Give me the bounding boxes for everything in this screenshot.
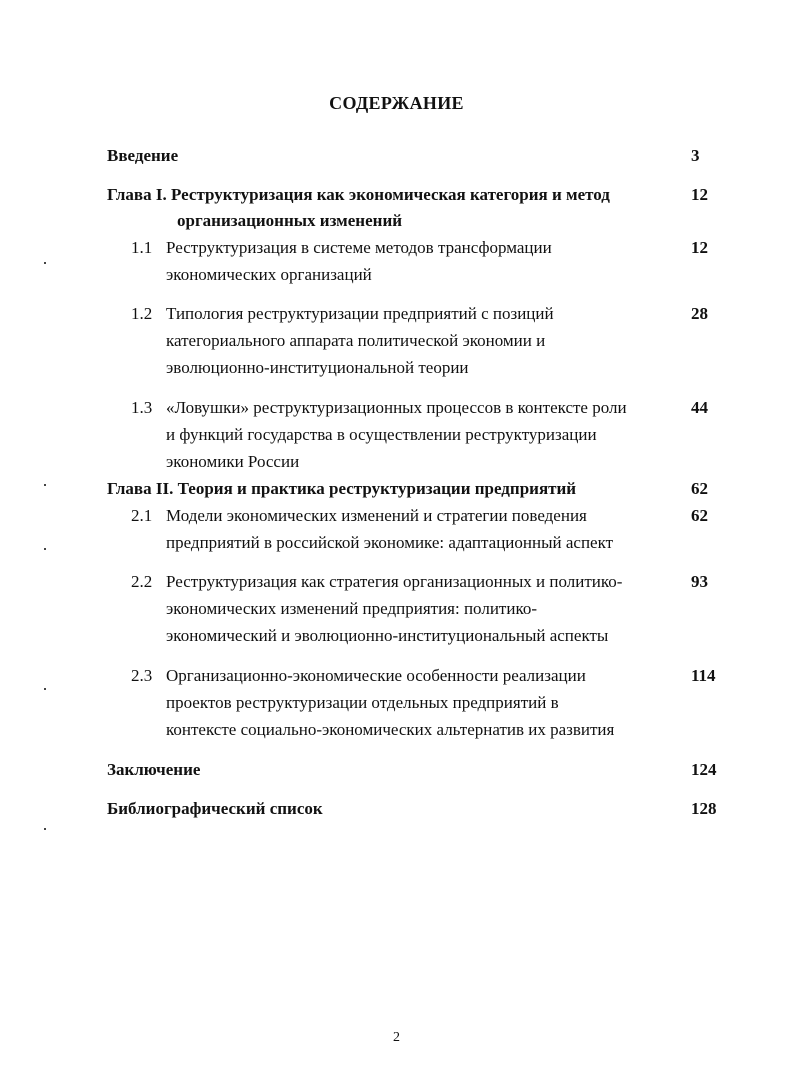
toc-section-2-2-line-3: экономический и эволюционно-институциональный аспекты [166,626,609,645]
toc-section-1-1-line-2: экономических организаций [166,265,372,284]
toc-section-2-1-line-1: Модели экономических изменений и стратегии поведения [166,506,587,525]
toc-chapter-1-line-1: Глава I. Реструктуризация как экономическая категория и метод [107,185,610,204]
toc-section-num-2-2: 2.2 [131,572,153,591]
scan-mark [44,484,46,486]
toc-section-2-2-line-1: Реструктуризация как стратегия организационных и политико- [166,572,623,591]
toc-section-num-1-2: 1.2 [131,304,153,323]
scan-mark [44,262,46,264]
toc-page-1-3: 44 [691,398,708,417]
toc-chapter-2-line-1: Глава II. Теория и практика реструктуризации предприятий [107,479,577,498]
toc-section-num-2-3: 2.3 [131,666,153,685]
toc-section-2-3-line-3: контексте социально-экономических альтернатив их развития [166,720,615,739]
toc-section-1-3-line-1: «Ловушки» реструктуризационных процессов в контексте роли [166,398,627,417]
toc-page-1-1: 12 [691,238,708,257]
toc-page-2-2: 93 [691,572,708,591]
toc-section-1-3-line-2: и функций государства в осуществлении реструктуризации [166,425,597,444]
toc-section-1-2-line-3: эволюционно-институциональной теории [166,358,469,377]
toc-section-num-1-3: 1.3 [131,398,153,417]
toc-section-2-2-line-2: экономических изменений предприятия: политико- [166,599,537,618]
toc-section-2-3-line-1: Организационно-экономические особенности реализации [166,666,586,685]
toc-entry-bibliography: Библиографический список [107,799,323,818]
scan-mark [44,828,46,830]
scan-mark [44,688,46,690]
toc-section-1-2-line-2: категориального аппарата политической экономии и [166,331,546,350]
toc-section-2-3-line-2: проектов реструктуризации отдельных предприятий в [166,693,559,712]
toc-page-intro: 3 [691,146,700,165]
toc-page-chapter-1: 12 [691,185,708,204]
toc-page-chapter-2: 62 [691,479,708,498]
toc-section-1-1-line-1: Реструктуризация в системе методов трансформации [166,238,552,257]
toc-page-2-3: 114 [691,666,716,685]
toc-section-1-2-line-1: Типология реструктуризации предприятий с позиций [166,304,554,323]
toc-page-1-2: 28 [691,304,708,323]
toc-entry-intro: Введение [107,146,179,165]
toc-entry-conclusion: Заключение [107,760,201,779]
page-number: 2 [393,1030,400,1045]
toc-section-num-1-1: 1.1 [131,238,153,257]
toc-page-conclusion: 124 [691,760,717,779]
toc-section-2-1-line-2: предприятий в российской экономике: адаптационный аспект [166,533,614,552]
toc-section-num-2-1: 2.1 [131,506,153,525]
toc-section-1-3-line-3: экономики России [166,452,300,471]
toc-title: СОДЕРЖАНИЕ [329,93,464,113]
scan-mark [44,548,46,550]
toc-page-2-1: 62 [691,506,708,525]
toc-page-bibliography: 128 [691,799,717,818]
toc-chapter-1-line-2: организационных изменений [177,211,403,230]
